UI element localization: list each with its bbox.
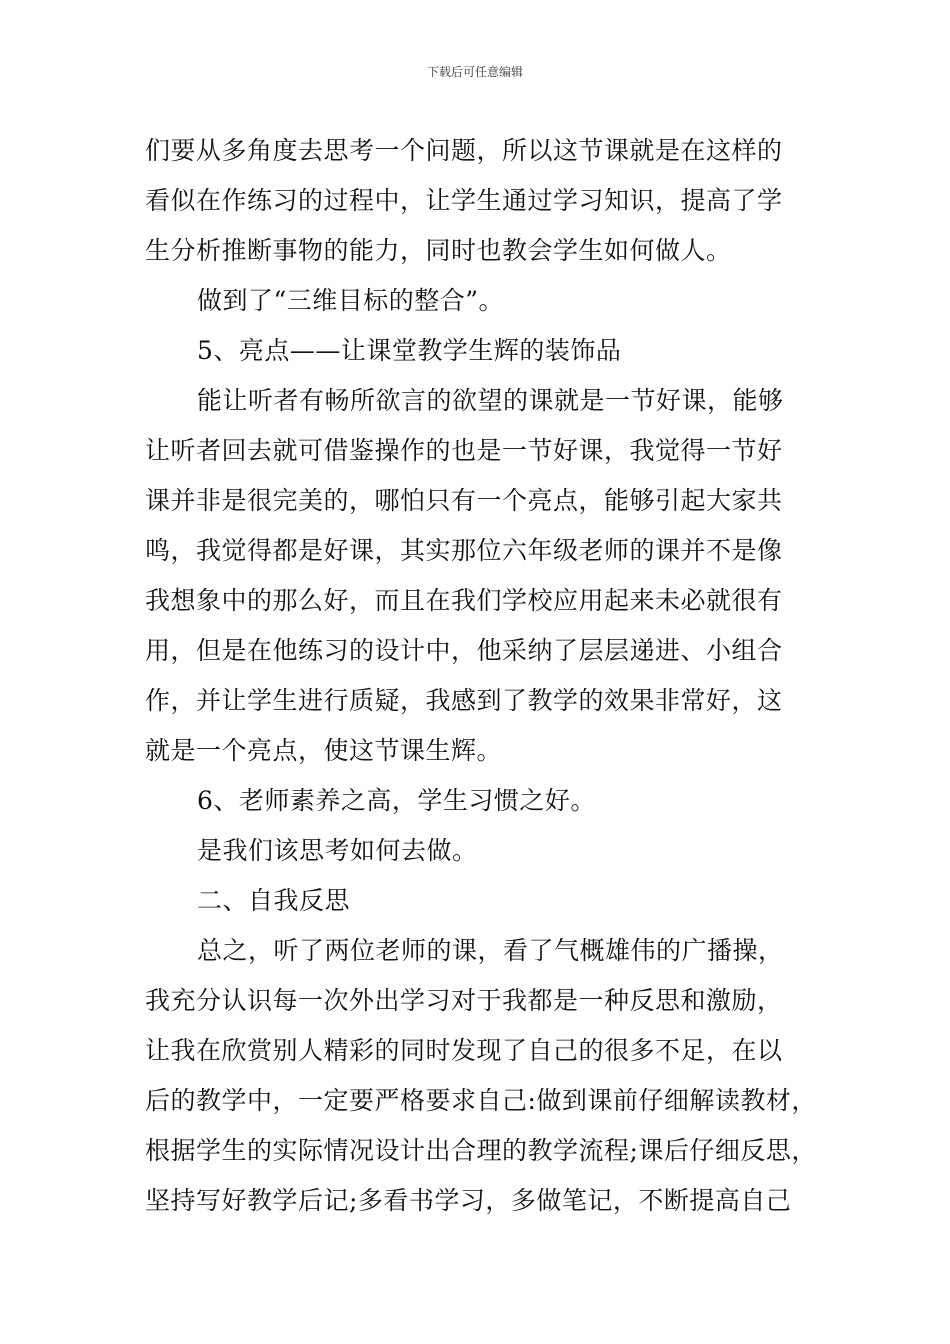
text-line: 我充分认识每一次外出学习对于我都是一种反思和激励， <box>145 986 783 1015</box>
text-line: 根据学生的实际情况设计出合理的教学流程;课后仔细反思， <box>145 1136 817 1165</box>
text-line: 总之，听了两位老师的课，看了气概雄伟的广播操， <box>197 936 784 965</box>
page-header: 下载后可任意编辑 <box>426 65 523 79</box>
text-line: 让我在欣赏别人精彩的同时发现了自己的很多不足，在以 <box>145 1036 783 1065</box>
text-line: 让听者回去就可借鉴操作的也是一节好课，我觉得一节好 <box>145 436 783 465</box>
text-line: 鸣，我觉得都是好课，其实那位六年级老师的课并不是像 <box>145 536 783 565</box>
section-heading: 二、自我反思 <box>197 886 351 915</box>
text-line: 做到了“三维目标的整合”。 <box>197 286 505 315</box>
text-line: 用，但是在他练习的设计中，他采纳了层层递进、小组合 <box>145 636 783 665</box>
section-heading: 5、亮点——让课堂教学生辉的装饰品 <box>197 336 622 365</box>
section-heading: 6、老师素养之高，学生习惯之好。 <box>197 786 596 815</box>
document-body <box>145 126 825 1226</box>
text-line: 坚持写好教学后记;多看书学习，多做笔记，不断提高自己 <box>145 1186 792 1215</box>
text-line: 后的教学中，一定要严格要求自己:做到课前仔细解读教材， <box>145 1086 817 1115</box>
text-line: 看似在作练习的过程中，让学生通过学习知识，提高了学 <box>145 186 783 215</box>
text-line: 课并非是很完美的，哪怕只有一个亮点，能够引起大家共 <box>145 486 783 515</box>
text-line: 生分析推断事物的能力，同时也教会学生如何做人。 <box>145 236 732 265</box>
text-line: 们要从多角度去思考一个问题，所以这节课就是在这样的 <box>145 136 783 165</box>
text-line: 是我们该思考如何去做。 <box>197 836 478 865</box>
text-line: 就是一个亮点，使这节课生辉。 <box>145 736 503 765</box>
text-line: 我想象中的那么好，而且在我们学校应用起来未必就很有 <box>145 586 783 615</box>
text-line: 作，并让学生进行质疑，我感到了教学的效果非常好，这 <box>145 686 783 715</box>
text-line: 能让听者有畅所欲言的欲望的课就是一节好课，能够 <box>197 386 784 415</box>
